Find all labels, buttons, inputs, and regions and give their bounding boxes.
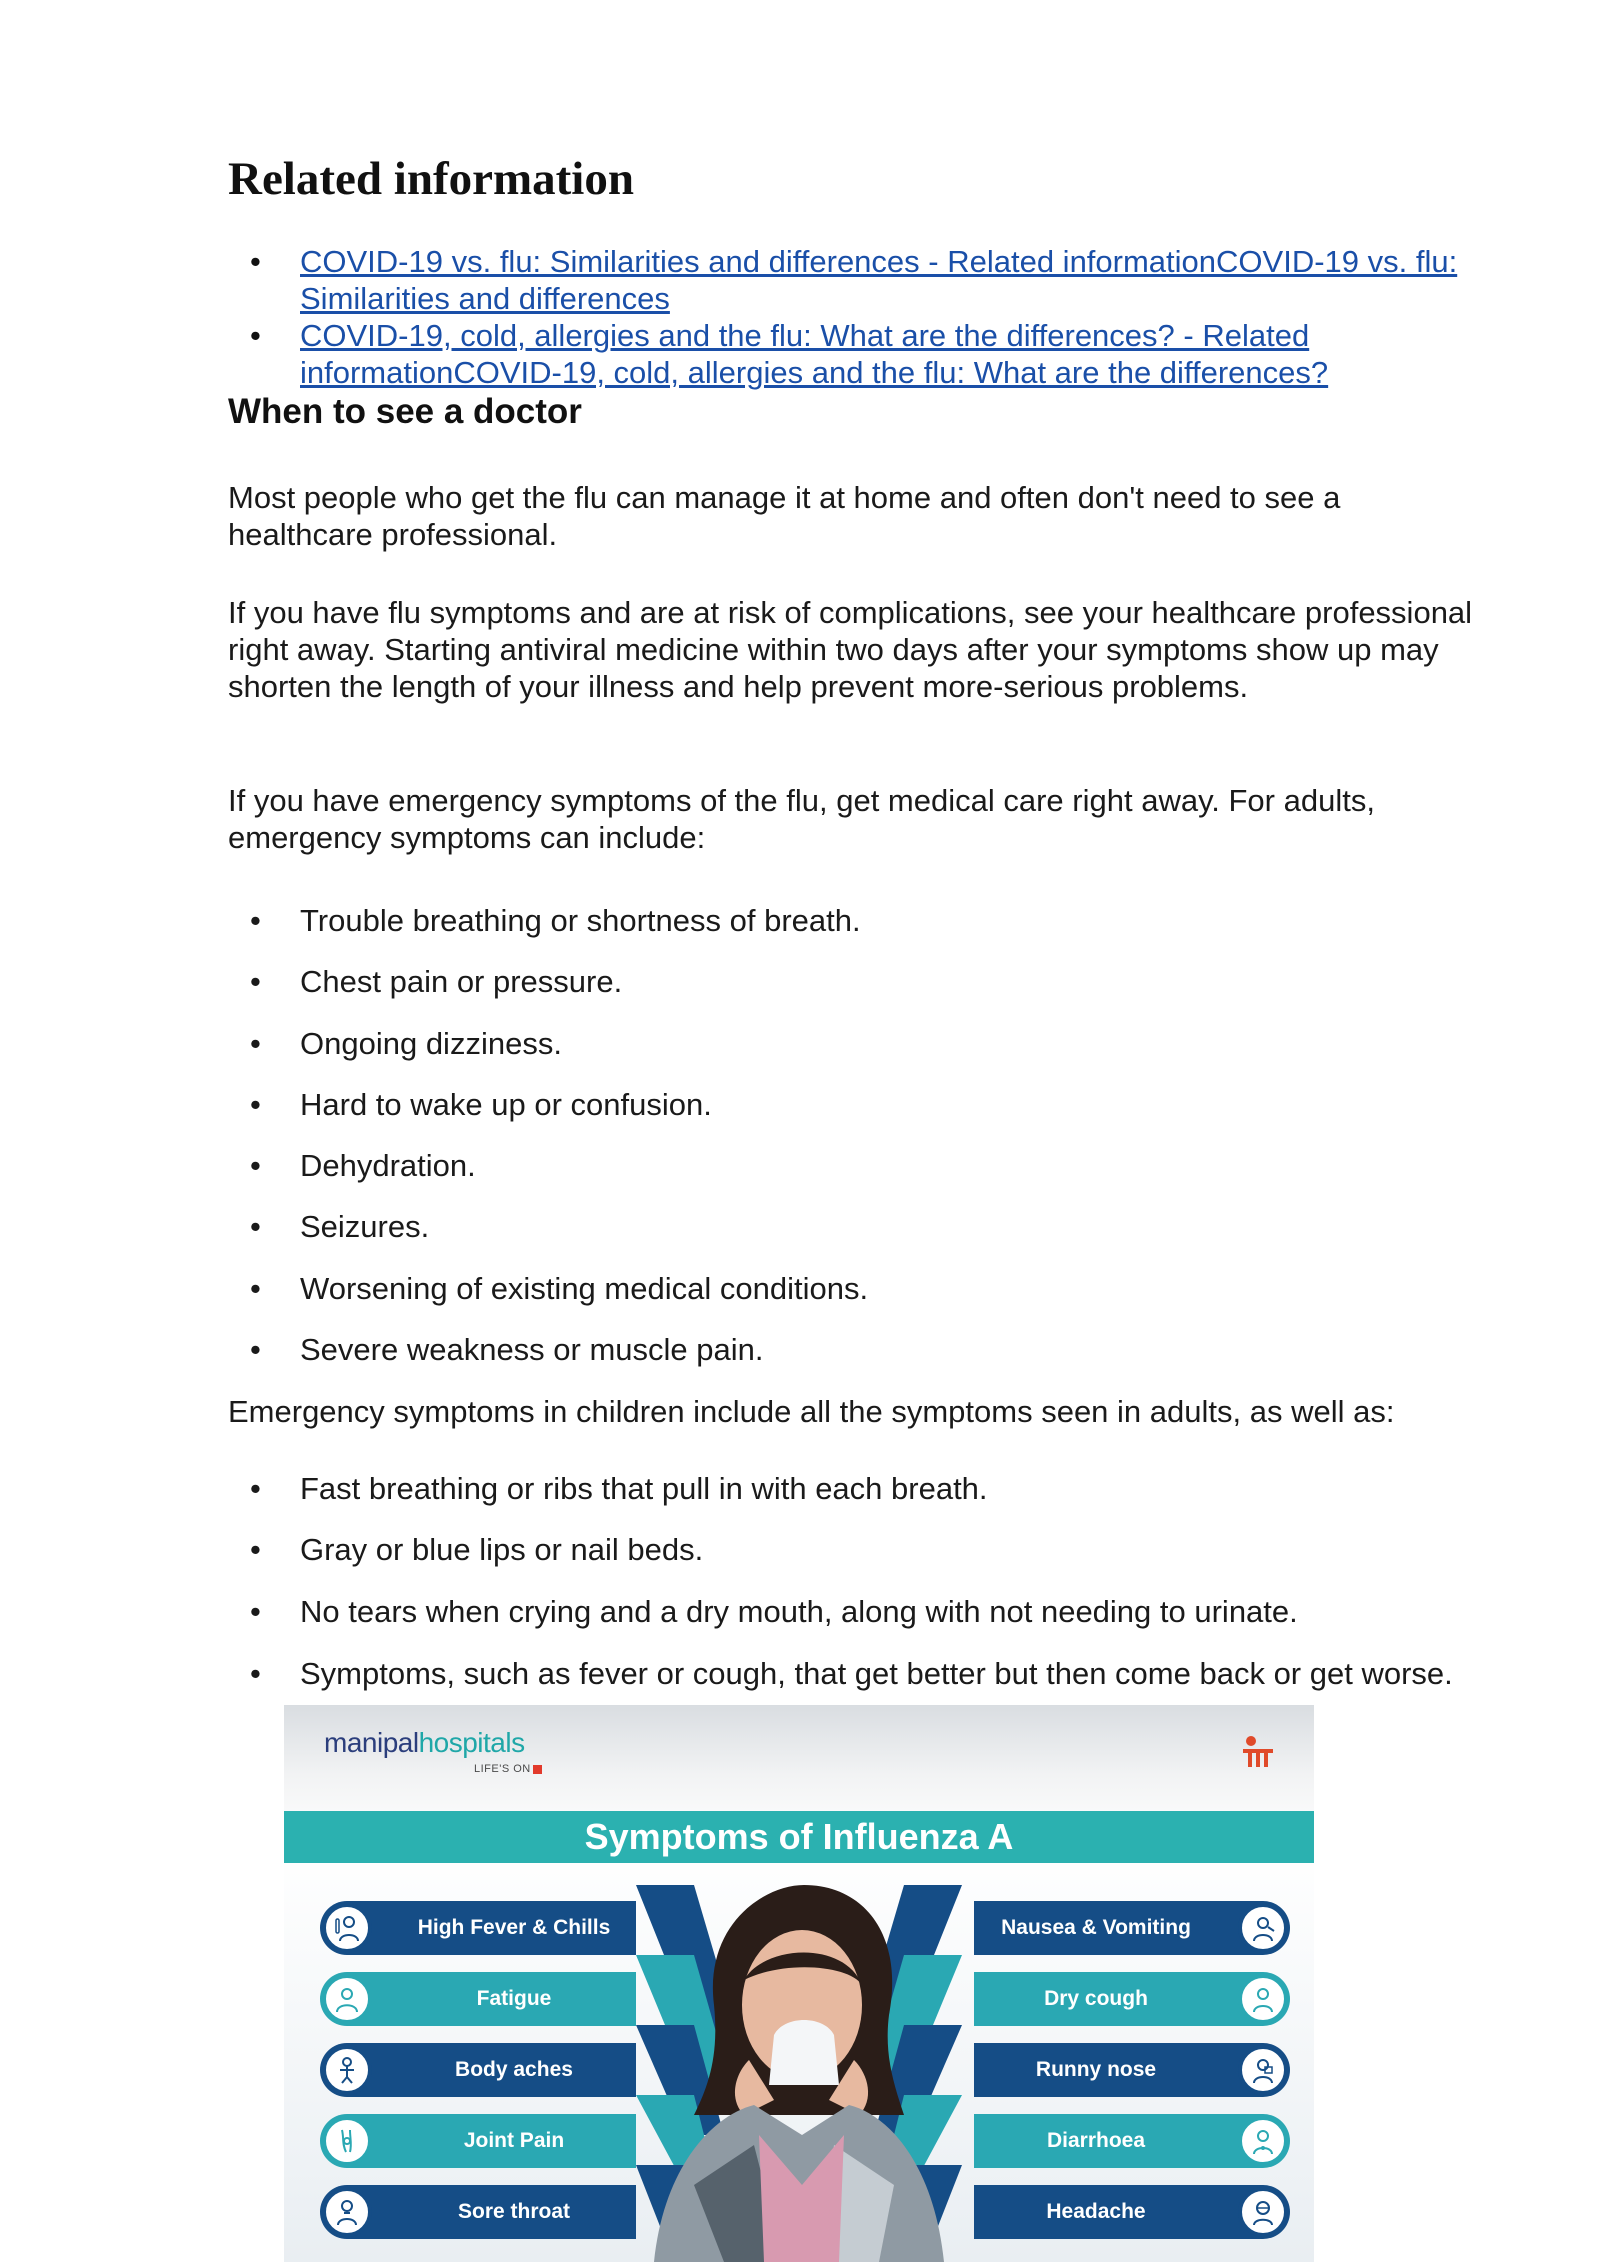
symptom-runny-nose bbox=[974, 2043, 1290, 2097]
clipped-list-item-container bbox=[228, 1655, 1488, 1705]
when-to-see-doctor-heading: When to see a doctor bbox=[228, 392, 582, 431]
list-item: • Hard to wake up or confusion. bbox=[228, 1086, 1488, 1147]
list-item bbox=[228, 317, 1488, 391]
related-link-covid-vs-flu[interactable]: COVID-19 vs. flu: Similarities and differences - Related informationCOVID-19 vs. flu: Similarities and differences bbox=[300, 244, 1458, 316]
headache-icon bbox=[1238, 2187, 1288, 2237]
related-link-covid-cold-allergies-flu[interactable]: COVID-19, cold, allergies and the flu: What are the differences? - Related informationCOVID-19, cold, allergies and the flu: What are the differences? bbox=[300, 318, 1329, 390]
list-item: • Gray or blue lips or nail beds. bbox=[228, 1531, 1488, 1592]
body-ache-icon bbox=[322, 2045, 372, 2095]
symptom-label: Nausea & Vomiting bbox=[1001, 1916, 1191, 1939]
hospital-mark-icon bbox=[1239, 1733, 1277, 1771]
symptom-label: Diarrhoea bbox=[1046, 2129, 1146, 2152]
symptom-diarrhoea bbox=[974, 2114, 1290, 2168]
diarrhoea-icon bbox=[1238, 2116, 1288, 2166]
list-item: • Symptoms, such as fever or cough, that get better but then come back or get worse. bbox=[228, 1655, 1488, 1705]
symptom-label: Sore throat bbox=[457, 2200, 570, 2223]
list-item: • Fast breathing or ribs that pull in with each breath. bbox=[228, 1470, 1488, 1531]
related-links-list bbox=[228, 243, 1488, 391]
influenza-a-infographic bbox=[284, 1705, 1314, 2262]
list-item: • Worsening of existing medical conditions. bbox=[228, 1270, 1488, 1331]
nausea-icon bbox=[1238, 1903, 1288, 1953]
symptom-label: Body aches bbox=[455, 2058, 573, 2081]
child-emergency-symptoms-list-a bbox=[228, 1470, 1488, 1654]
symptom-dry-cough bbox=[974, 1972, 1290, 2026]
list-item: • Dehydration. bbox=[228, 1147, 1488, 1208]
symptom-nausea-vomiting bbox=[974, 1901, 1290, 1955]
sore-throat-icon bbox=[322, 2187, 372, 2237]
tired-person-icon bbox=[322, 1974, 372, 2024]
child-emergency-symptoms-list-b bbox=[228, 1655, 1488, 1705]
symptom-high-fever-chills bbox=[320, 1901, 636, 1955]
symptom-label: Joint Pain bbox=[463, 2129, 565, 2152]
symptom-headache bbox=[974, 2185, 1290, 2239]
list-item: • No tears when crying and a dry mouth, along with not needing to urinate. bbox=[228, 1593, 1488, 1654]
list-item: • Chest pain or pressure. bbox=[228, 963, 1488, 1024]
symptom-label: Dry cough bbox=[1044, 1987, 1148, 2010]
hospital-logo bbox=[324, 1727, 525, 1759]
runny-nose-icon bbox=[1238, 2045, 1288, 2095]
symptom-label: Runny nose bbox=[1035, 2058, 1157, 2081]
paragraph-emergency-symptoms-adults: If you have emergency symptoms of the flu, get medical care right away. For adults, emergency symptoms can include: bbox=[228, 783, 1375, 855]
symptom-body-aches bbox=[320, 2043, 636, 2097]
joint-pain-icon bbox=[322, 2116, 372, 2166]
paragraph-risk-of-complications: If you have flu symptoms and are at risk of complications, see your healthcare professional right away. Starting antiviral medicine within two days after your symptoms show up may shorten the length of your illness and help prevent more-serious problems. bbox=[228, 595, 1473, 704]
cough-icon bbox=[1238, 1974, 1288, 2024]
tagline-red-box bbox=[533, 1765, 542, 1774]
symptom-label: High Fever & Chills bbox=[417, 1916, 611, 1939]
symptom-label: Fatigue bbox=[476, 1987, 552, 2010]
thermometer-person-icon bbox=[322, 1903, 372, 1953]
sick-woman-illustration bbox=[634, 1885, 964, 2262]
symptom-joint-pain bbox=[320, 2114, 636, 2168]
logo-tagline bbox=[474, 1763, 542, 1775]
list-item: • Severe weakness or muscle pain. bbox=[228, 1331, 1488, 1392]
list-item: • Trouble breathing or shortness of breath. bbox=[228, 902, 1488, 963]
list-item bbox=[228, 243, 1488, 317]
list-item: • Ongoing dizziness. bbox=[228, 1025, 1488, 1086]
infographic-banner: Symptoms of Influenza A bbox=[284, 1811, 1314, 1863]
related-information-heading: Related information bbox=[228, 153, 634, 205]
symptom-label: Headache bbox=[1046, 2200, 1146, 2223]
adult-emergency-symptoms-list bbox=[228, 902, 1488, 1392]
paragraph-manage-at-home: Most people who get the flu can manage it at home and often don't need to see a healthcare professional. bbox=[228, 480, 1341, 552]
symptom-sore-throat bbox=[320, 2185, 636, 2239]
logo-brand-b: hospitals bbox=[418, 1727, 525, 1758]
symptom-fatigue bbox=[320, 1972, 636, 2026]
paragraph-emergency-symptoms-children: Emergency symptoms in children include all the symptoms seen in adults, as well as: bbox=[228, 1394, 1395, 1429]
logo-brand-a: manipal bbox=[324, 1727, 419, 1758]
tagline-text: LIFE'S ON bbox=[474, 1763, 531, 1775]
list-item: • Seizures. bbox=[228, 1208, 1488, 1269]
